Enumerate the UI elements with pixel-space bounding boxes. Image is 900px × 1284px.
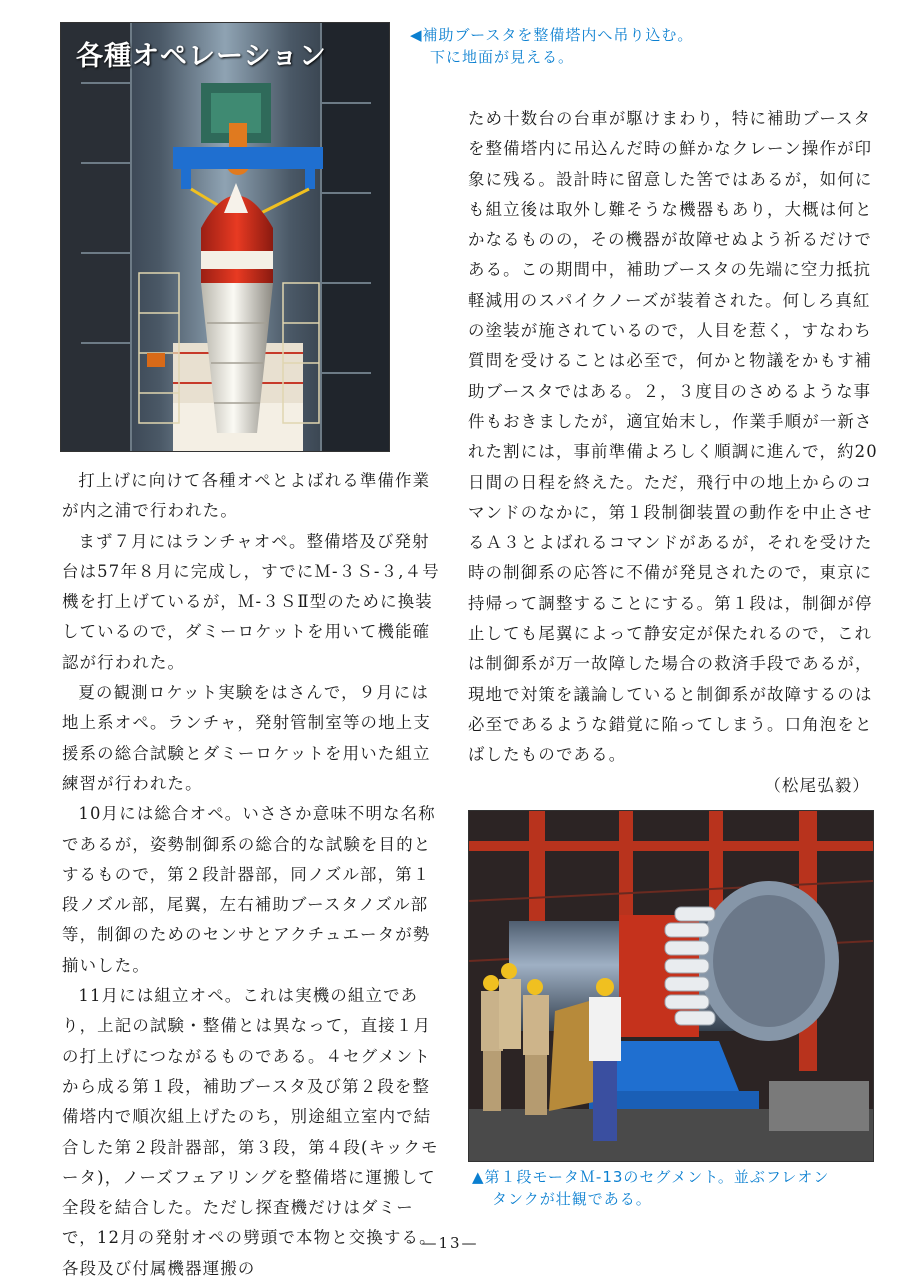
author-signature: （松尾弘毅） bbox=[764, 775, 870, 795]
booster-hoist-photo bbox=[60, 22, 390, 452]
left-column bbox=[62, 466, 444, 1284]
section-title: 各種オペレーション bbox=[76, 41, 327, 72]
page-number: —13— bbox=[421, 1234, 479, 1252]
top-caption-line1: ◀補助ブースタを整備塔内へ吊り込む。 bbox=[410, 26, 694, 44]
paragraph-3: 夏の観測ロケット実験をはさんで，９月には地上系オペ。ランチャ，発射管制室等の地上支援系の総合試験とダミーロケットを用いた組立練習が行われた。 bbox=[62, 683, 431, 793]
right-column bbox=[468, 104, 878, 801]
bottom-caption-line1: ▲第１段モータＭ-13のセグメント。並ぶフレオン bbox=[472, 1168, 830, 1186]
paragraph-2: まず７月にはランチャオペ。整備塔及び発射台は57年８月に完成し，すでにＭ-３Ｓ-３,４号機を打上げているが，Ｍ-３ＳⅡ型のために換装しているので，ダミーロケットを用いて機能確認が行われた。 bbox=[62, 531, 440, 672]
bottom-photo-caption bbox=[472, 1166, 882, 1210]
paragraph-1: 打上げに向けて各種オペとよばれる準備作業が内之浦で行われた。 bbox=[62, 471, 431, 521]
paragraph-5: 11月には組立オペ。これは実機の組立であり，上記の試験・整備とは異なって，直接１月の打上げにつながるものである。４セグメントから成る第１段，補助ブースタ及び第２段を整備塔内で順次組上げたのち，別途組立室内で結合した第２段計器部，第３段，第４段(キックモータ)，ノーズフェアリングを整備塔に運搬して全段を結合した。ただし探査機だけはダミーで，12月の発射オペの劈頭で本物と交換する。各段及び付属機器運搬の bbox=[62, 986, 439, 1278]
top-caption-line2: 下に地面が見える。 bbox=[430, 48, 575, 66]
top-photo-caption bbox=[410, 24, 730, 68]
paragraph-4: 10月には総合オペ。いささか意味不明な名称であるが，姿勢制御系の総合的な試験を目的とするもので，第２段計器部，同ノズル部，第１段ノズル部，尾翼，左右補助ブースタノズル部等，制御のためのセンサとアクチュエータが勢揃いした。 bbox=[62, 804, 436, 975]
motor-segment-photo bbox=[468, 810, 874, 1162]
right-paragraph: ため十数台の台車が駆けまわり，特に補助ブースタを整備塔内に吊込んだ時の鮮かなクレーン操作が印象に残る。設計時に留意した筈ではあるが，如何にも組立後は取外し難そうな機器もあり，大概は何とかなるものの，その機器が故障せぬよう祈るだけである。この期間中，補助ブースタの先端に空力抵抗軽減用のスパイクノーズが装着された。何しろ真紅の塗装が施されているので，人目を惹く，すなわち質問を受けることは必至で，何かと物議をかもす補助ブースタではある。２，３度目のさめるような事件もおきましたが，適宜始末し，作業手順が一新された割には，事前準備よろしく順調に進んで，約20日間の日程を終えた。ただ，飛行中の地上からのコマンドのなかに，第１段制御装置の動作を中止させるＡ３とよばれるコマンドがあるが，それを受けた時の制御系の応答に不備が発見されたので，東京に持帰って調整することにする。第１段は，制御が停止しても尾翼によって静安定が保たれるので，これは制御系が万一故障した場合の救済手段であるが，現地で対策を議論していると制御系が故障するのは必至であるような錯覚に陥ってしまう。口角泡をとばしたものである。 （松尾弘毅） bbox=[468, 104, 878, 801]
bottom-caption-line2: タンクが壮観である。 bbox=[492, 1190, 652, 1208]
